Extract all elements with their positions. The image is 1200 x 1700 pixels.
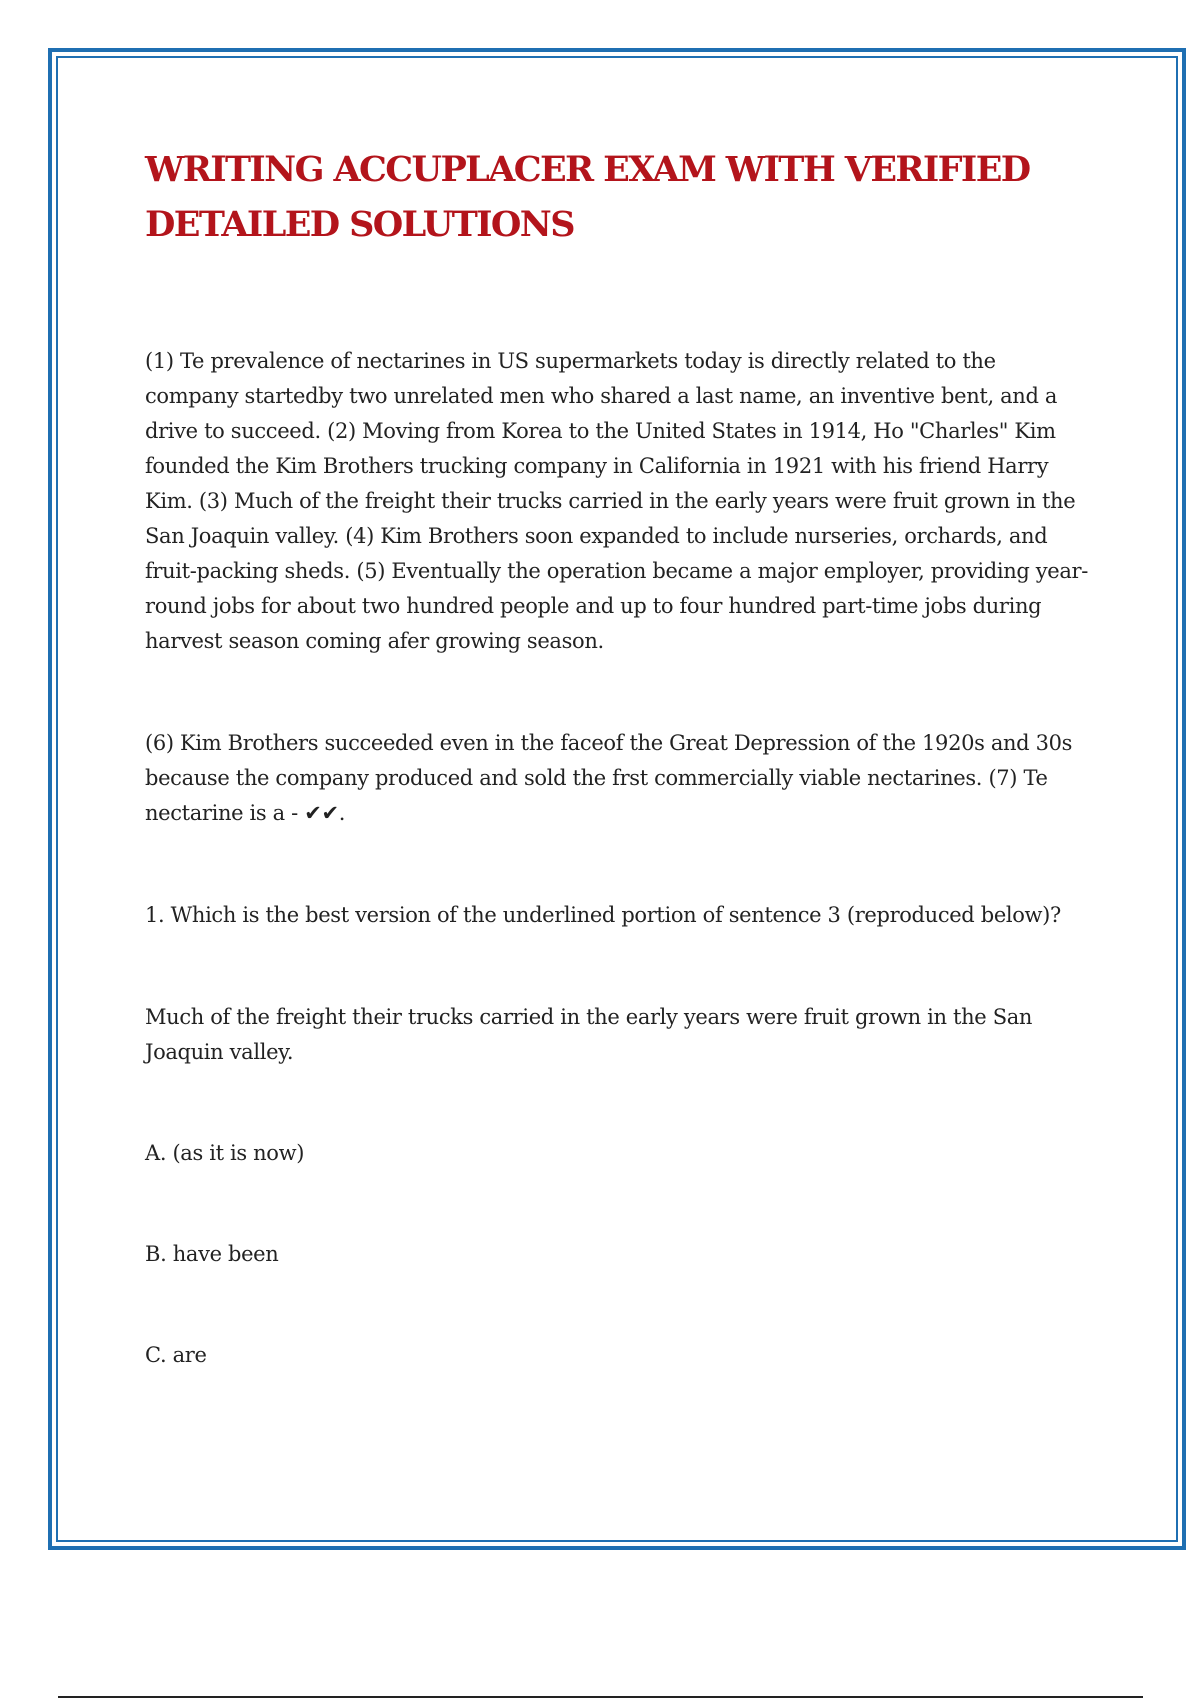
passage-paragraph-2: (6) Kim Brothers succeeded even in the faceof the Great Depression of the 1920s and 30s because the company produced and sold the frst commercially viable nectarines. (7) Te nectarine is a - ✔✔. [145, 731, 1073, 825]
document-content [145, 142, 1095, 1373]
answer-option-a: A. (as it is now) [145, 1141, 305, 1165]
document-title [145, 142, 1095, 252]
title-line-1: WRITING ACCUPLACER EXAM WITH VERIFIED [145, 149, 1030, 190]
answer-option-c: C. are [145, 1343, 207, 1367]
question-prompt: 1. Which is the best version of the underlined portion of sentence 3 (reproduced below)? [145, 903, 1061, 927]
title-line-2: DETAILED SOLUTIONS [145, 204, 574, 245]
quoted-sentence: Much of the freight their trucks carried in the early years were fruit grown in the San Joaquin valley. [145, 1005, 1033, 1064]
passage-paragraph-1: (1) Te prevalence of nectarines in US supermarkets today is directly related to the company startedby two unrelated men who shared a last name, an inventive bent, and a drive to succeed. (2) Moving from Korea to the United States in 1914, Ho "Charles" Kim founded the Kim Brothers trucking company in California in 1921 with his friend Harry Kim. (3) Much of the freight their trucks carried in the early years were fruit grown in the San Joaquin valley. (4) Kim Brothers soon expanded to include nurseries, orchards, and fruit-packing sheds. (5) Eventually the operation became a major employer, providing year-round jobs for about two hundred people and up to four hundred part-time jobs during harvest season coming afer growing season. [145, 349, 1088, 653]
answer-option-b: B. have been [145, 1242, 279, 1266]
footer-divider [58, 1696, 1143, 1698]
